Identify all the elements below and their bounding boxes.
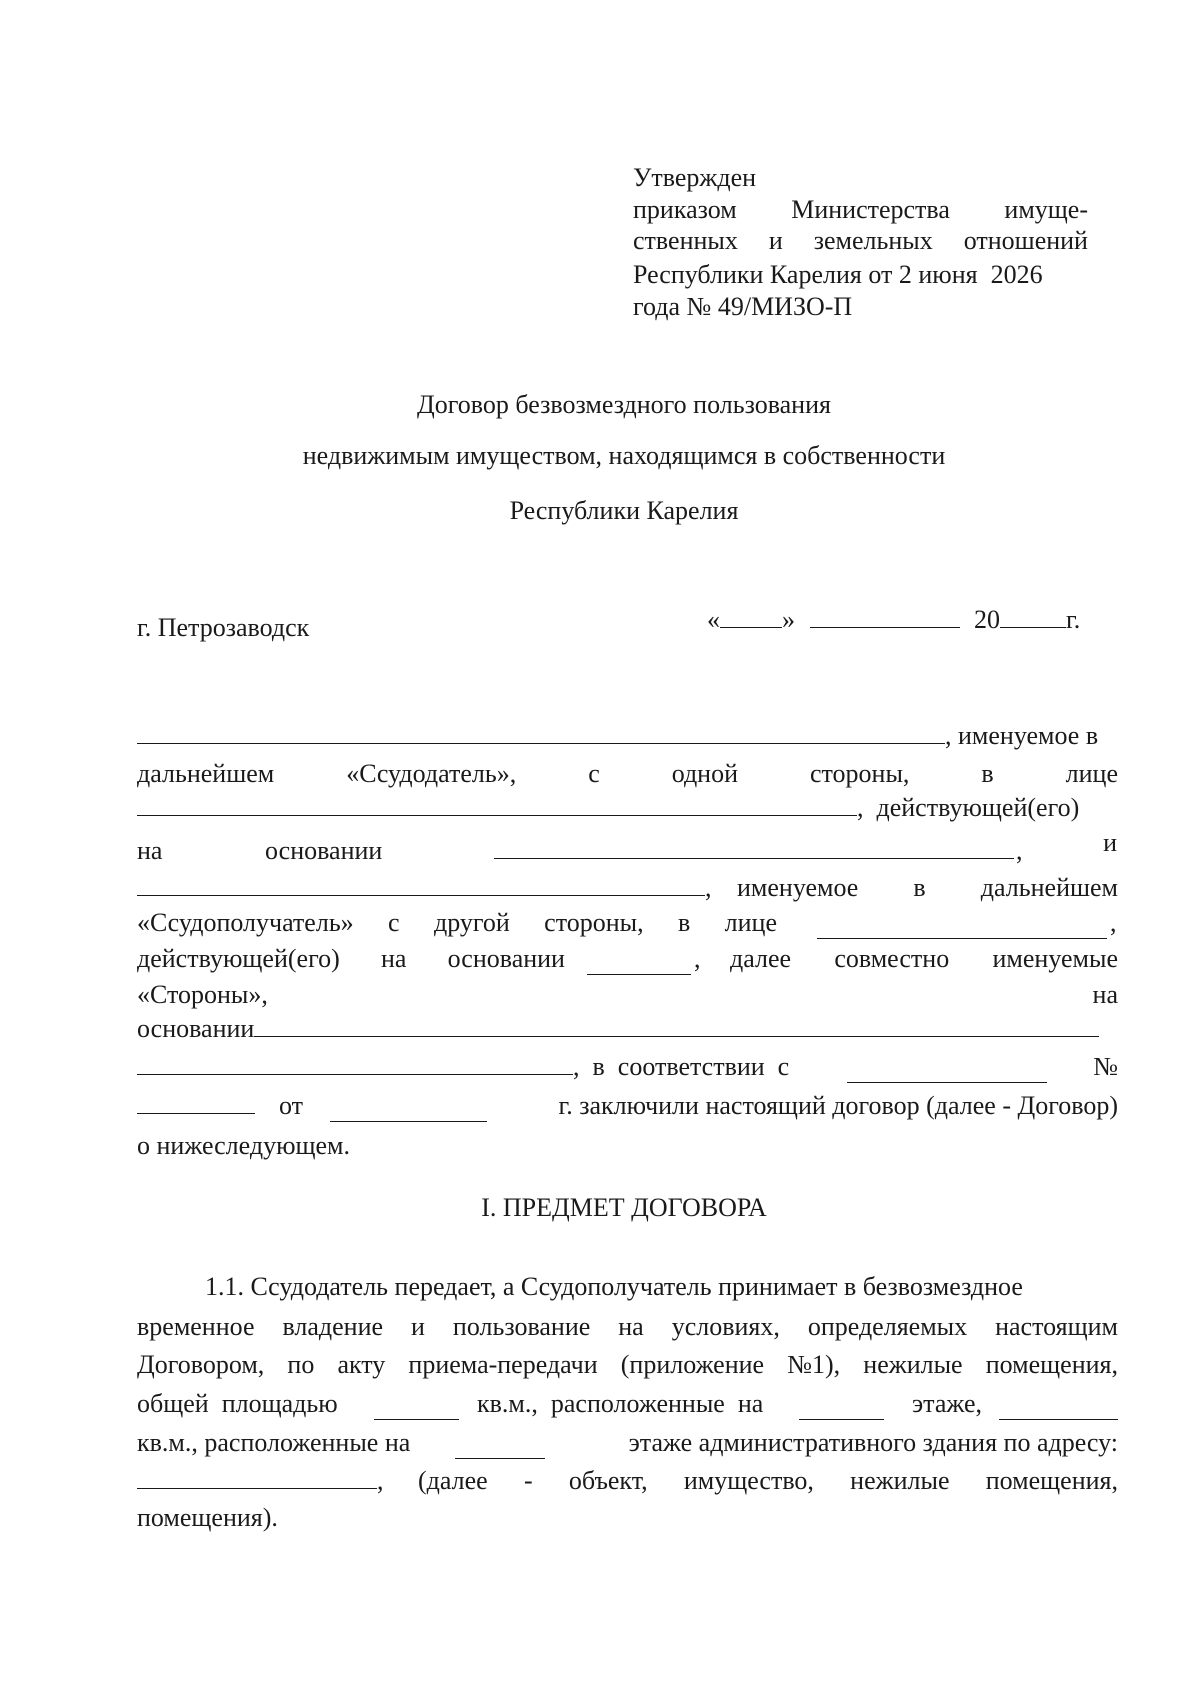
floor-blank-2 xyxy=(455,1436,545,1459)
preamble-comma: , xyxy=(694,944,701,973)
clause-word: помещения, xyxy=(985,1350,1118,1379)
year-suffix: г. xyxy=(1066,605,1081,634)
clause-1-1-line-6 xyxy=(137,1466,1118,1496)
preamble-line-12: о нижеследующем. xyxy=(137,1131,351,1160)
clause-words xyxy=(418,1466,1118,1496)
clause-word: определяемых xyxy=(807,1312,968,1341)
preamble-words xyxy=(730,944,1118,974)
preamble-word: стороны, xyxy=(809,759,910,788)
clause-1-1-line-1: 1.1. Ссудодатель передает, а Ссудополучатель принимает в безвозмездное xyxy=(205,1272,1023,1301)
clause-word: на xyxy=(618,1312,644,1341)
number-sign: № xyxy=(1093,1052,1118,1081)
clause-word: акту xyxy=(337,1350,386,1379)
approval-line-2 xyxy=(633,195,1088,225)
preamble-word: стороны, xyxy=(544,908,644,937)
clause-text: общей площадью xyxy=(137,1389,338,1418)
date-open-quote: « xyxy=(707,605,720,634)
preamble-word: на xyxy=(380,944,407,973)
document-date-blank xyxy=(330,1099,487,1122)
approval-line-5: года № 49/МИЗО-П xyxy=(633,292,853,321)
approval-word: отношений xyxy=(963,226,1088,255)
clause-1-1-line-5 xyxy=(137,1428,1118,1458)
preamble-text: , именуемое в xyxy=(945,721,1099,750)
clause-text: кв.м., расположенные на xyxy=(477,1389,764,1418)
clause-comma: , xyxy=(377,1466,384,1495)
preamble-word: именуемое xyxy=(737,873,859,902)
approval-line-1: Утвержден xyxy=(633,163,757,192)
year-blank xyxy=(1000,605,1066,628)
preamble-word: дальнейшем xyxy=(980,873,1118,902)
clause-word: Договором, xyxy=(137,1350,265,1379)
clause-word: №1), xyxy=(787,1350,841,1379)
preamble-text: , действующей(его) xyxy=(857,793,1080,822)
clause-word: настоящим xyxy=(995,1312,1118,1341)
preamble-word: лице xyxy=(1065,759,1118,788)
clause-1-1-line-3 xyxy=(137,1350,1118,1380)
clause-word: (далее xyxy=(418,1466,488,1495)
preamble-line-1 xyxy=(137,721,1098,751)
preamble-word: лице xyxy=(724,908,777,937)
place: г. Петрозаводск xyxy=(137,613,310,642)
preamble-line-2 xyxy=(137,759,1118,789)
preamble-word: с xyxy=(588,759,600,788)
clause-word: временное xyxy=(137,1312,255,1341)
borrower-basis-blank xyxy=(587,952,691,975)
clause-word: приема-передачи xyxy=(408,1350,598,1379)
preamble-word: «Стороны», xyxy=(137,980,268,1009)
preamble-line-3 xyxy=(137,793,1079,823)
preamble-word: «Ссудополучатель» xyxy=(137,908,354,937)
preamble-word: основании xyxy=(447,944,565,973)
preamble-word: именуемые xyxy=(992,944,1118,973)
lender-name-blank xyxy=(137,721,945,744)
preamble-word: другой xyxy=(433,908,510,937)
preamble-word: и xyxy=(1103,828,1117,857)
preamble-word: основании xyxy=(137,1014,255,1043)
clause-text: кв.м., расположенные на xyxy=(137,1428,411,1457)
preamble-words xyxy=(137,944,565,974)
lender-basis-blank xyxy=(494,836,1014,859)
clause-word: (приложение xyxy=(620,1350,765,1379)
floor-blank xyxy=(799,1397,884,1420)
approval-word: приказом xyxy=(633,195,737,224)
clause-word: нежилые xyxy=(850,1466,950,1495)
preamble-word: на xyxy=(137,836,163,865)
basis-continuation-blank xyxy=(137,1052,573,1075)
preamble-words xyxy=(137,908,777,938)
clause-word: - xyxy=(523,1466,533,1495)
preamble-word: в xyxy=(913,873,926,902)
preamble-word: совместно xyxy=(834,944,950,973)
preamble-comma: , xyxy=(705,873,712,902)
clause-word: объект, xyxy=(568,1466,648,1495)
preamble-words xyxy=(737,873,1118,903)
clause-word: нежилые xyxy=(863,1350,963,1379)
preamble-line-9 xyxy=(137,1014,1099,1044)
preamble-word: «Ссудодатель», xyxy=(346,759,517,788)
preamble-text: г. заключили настоящий договор (далее - Договор) xyxy=(558,1091,1118,1120)
document-title-line-2: недвижимым имуществом, находящимся в собственности xyxy=(302,441,946,470)
clause-1-1-line-2 xyxy=(137,1312,1118,1342)
preamble-line-11 xyxy=(137,1091,1118,1121)
preamble-comma: , xyxy=(1016,836,1023,865)
borrower-name-blank xyxy=(137,873,705,896)
basis-blank xyxy=(254,1014,1099,1037)
clause-word: владение xyxy=(282,1312,384,1341)
preamble-word: в xyxy=(981,759,994,788)
preamble-text: , в соответствии с xyxy=(573,1052,790,1081)
area-blank xyxy=(374,1397,459,1420)
approval-word: и xyxy=(768,226,783,255)
clause-word: имущество, xyxy=(683,1466,814,1495)
clause-word: и xyxy=(411,1312,425,1341)
contract-date xyxy=(707,605,1080,635)
preamble-word: одной xyxy=(671,759,739,788)
clause-word: помещения, xyxy=(985,1466,1118,1495)
preamble-word: дальнейшем xyxy=(137,759,275,788)
approval-line-3 xyxy=(633,226,1088,256)
clause-word: условиях, xyxy=(671,1312,780,1341)
approval-line-4: Республики Карелия от 2 июня 2026 xyxy=(633,260,1043,289)
date-close-quote: » xyxy=(782,605,795,634)
document-title-line-3: Республики Карелия xyxy=(509,496,739,525)
preamble-comma: , xyxy=(1110,908,1117,937)
year-prefix: 20 xyxy=(974,605,1000,634)
month-blank xyxy=(810,605,960,628)
day-blank xyxy=(720,605,782,628)
approval-word: земельных xyxy=(813,226,933,255)
preamble-line-5 xyxy=(137,873,1118,903)
preamble-word: от xyxy=(279,1091,304,1120)
preamble-word: на xyxy=(1092,980,1118,1009)
clause-text: этаже, xyxy=(912,1389,983,1418)
area-blank-2 xyxy=(999,1397,1118,1420)
clause-word: пользование xyxy=(452,1312,591,1341)
section-heading: I. ПРЕДМЕТ ДОГОВОРА xyxy=(481,1193,767,1222)
lender-representative-blank xyxy=(137,793,857,816)
preamble-word: с xyxy=(388,908,400,937)
approval-word: Министерства xyxy=(791,195,950,224)
preamble-line-4 xyxy=(137,828,1117,866)
document-title-line-1: Договор безвозмездного пользования xyxy=(417,390,831,419)
address-blank xyxy=(137,1466,377,1489)
clause-text: этаже административного здания по адресу: xyxy=(628,1428,1118,1457)
preamble-line-8 xyxy=(137,980,1118,1010)
preamble-line-10 xyxy=(137,1052,1118,1082)
preamble-word: в xyxy=(678,908,691,937)
preamble-word: основании xyxy=(265,836,383,865)
clause-1-1-line-7: помещения). xyxy=(137,1503,278,1532)
approval-word: имуще- xyxy=(1004,195,1088,224)
preamble-word: далее xyxy=(730,944,792,973)
borrower-representative-blank xyxy=(817,916,1107,939)
document-number-blank xyxy=(137,1091,255,1114)
preamble-word: действующей(его) xyxy=(137,944,340,973)
per-document-blank xyxy=(847,1060,1047,1083)
clause-1-1-line-4 xyxy=(137,1389,1118,1419)
clause-word: по xyxy=(287,1350,315,1379)
approval-word: ственных xyxy=(633,226,738,255)
